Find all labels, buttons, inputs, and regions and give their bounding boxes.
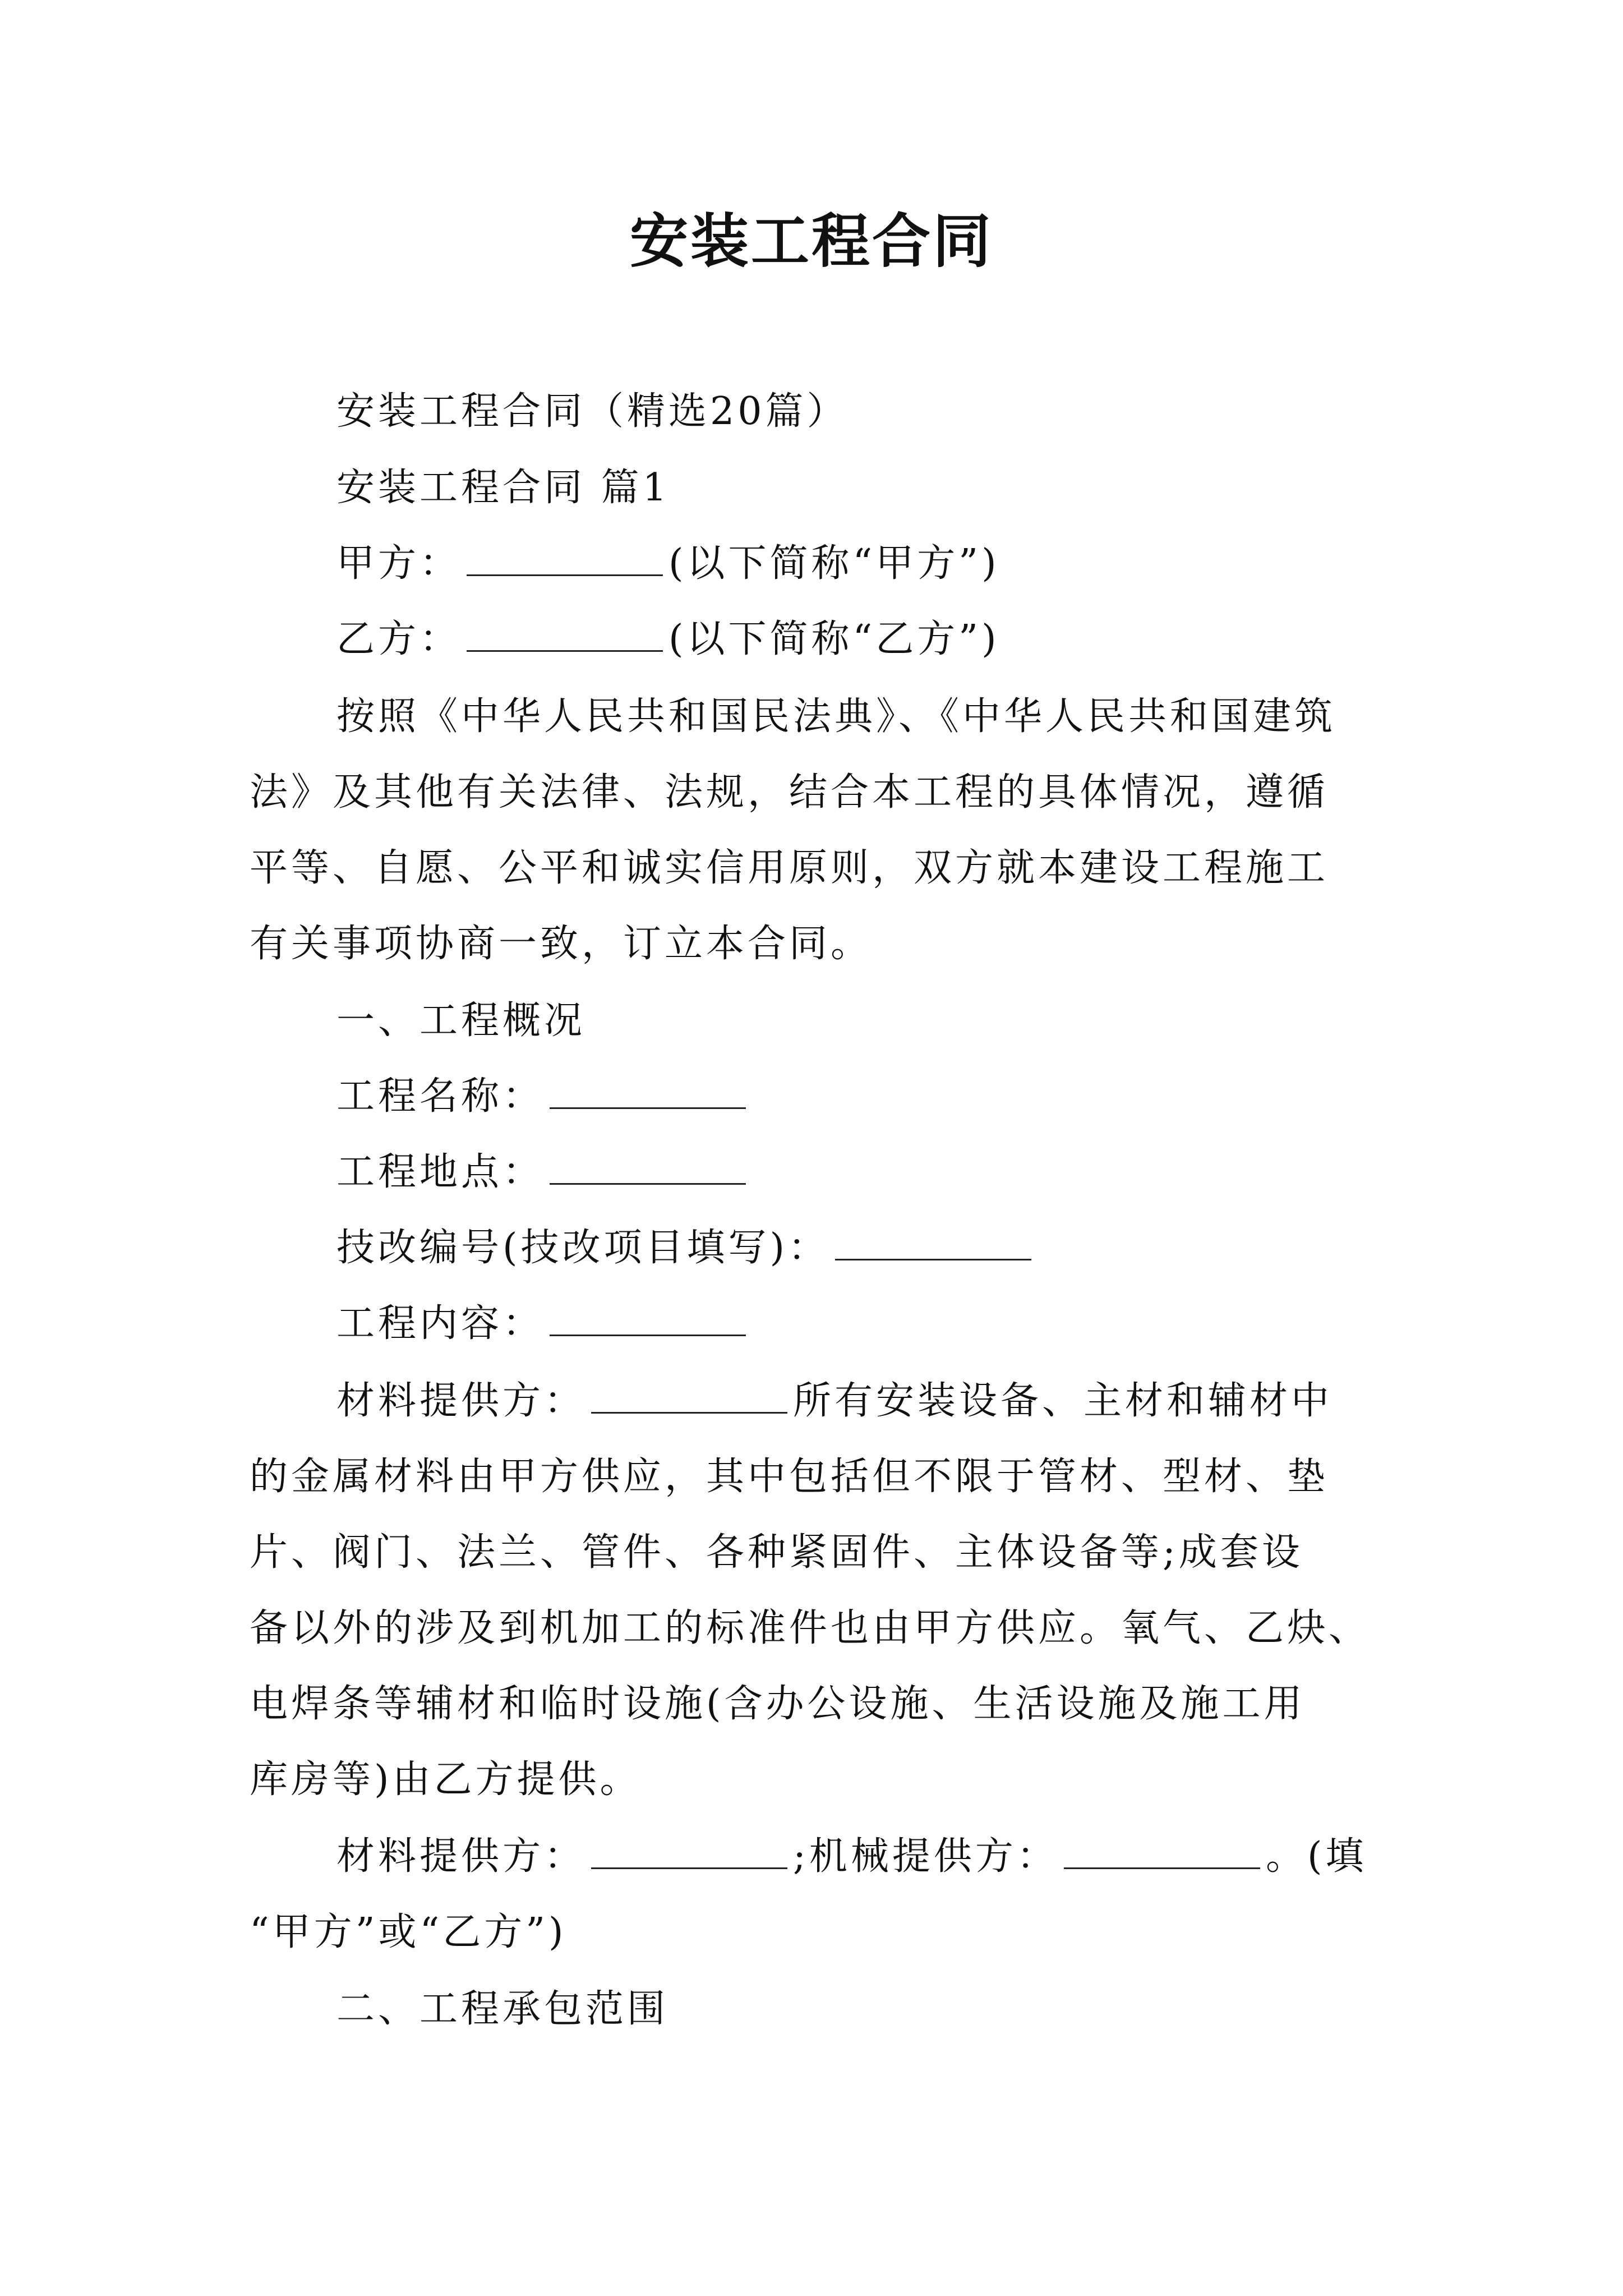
project-content-label: 工程内容：	[336, 1301, 545, 1346]
supply-line-5: 电焊条等辅材和临时设施(含办公设施、生活设施及施工用	[250, 1682, 1306, 1726]
party-a-blank	[467, 541, 663, 576]
supply-blank	[591, 1378, 787, 1414]
supply-line-6: 库房等)由乙方提供。	[250, 1757, 642, 1802]
supply-line-2: 的金属材料由甲方供应，其中包括但不限于管材、型材、垫	[250, 1455, 1329, 1499]
providers-line-1	[336, 1829, 1367, 1885]
section-2-heading: 二、工程承包范围	[336, 1987, 669, 2031]
project-name-line	[336, 1069, 751, 1125]
party-b-label: 乙方：	[336, 617, 462, 661]
project-name-label: 工程名称：	[336, 1074, 545, 1119]
tech-number-label: 技改编号(技改项目填写)：	[336, 1226, 830, 1270]
providers-line-2: “甲方”或“乙方”)	[250, 1910, 567, 1954]
party-a-label: 甲方：	[336, 541, 462, 586]
party-a-suffix: (以下简称“甲方”)	[668, 541, 1000, 586]
section-1-heading: 一、工程概况	[336, 999, 586, 1043]
part-heading: 安装工程合同 篇1	[336, 466, 670, 510]
project-content-line	[336, 1296, 751, 1352]
project-location-label: 工程地点：	[336, 1150, 545, 1194]
project-name-blank	[550, 1074, 746, 1109]
machine-provider-label: ;机械提供方：	[793, 1834, 1058, 1879]
project-location-line	[336, 1144, 751, 1200]
supply-line-4: 备以外的涉及到机加工的标准件也由甲方供应。氧气、乙炔、	[250, 1606, 1371, 1650]
material-provider-label: 材料提供方：	[336, 1834, 586, 1879]
subtitle: 安装工程合同（精选20篇）	[336, 389, 849, 434]
tech-number-line	[336, 1220, 1037, 1276]
preamble-line-2: 法》及其他有关法律、法规，结合本工程的具体情况，遵循	[250, 770, 1329, 815]
preamble-line-4: 有关事项协商一致，订立本合同。	[250, 922, 873, 966]
project-location-blank	[550, 1149, 746, 1185]
preamble-line-1: 按照《中华人民共和国民法典》、《中华人民共和国建筑	[336, 694, 1336, 739]
project-content-blank	[550, 1301, 746, 1336]
machine-provider-blank	[1064, 1834, 1260, 1869]
party-b-suffix: (以下简称“乙方”)	[668, 617, 1000, 661]
supply-line-1	[336, 1373, 1332, 1429]
document-title: 安装工程合同	[629, 206, 993, 275]
supply-label: 材料提供方：	[336, 1379, 586, 1423]
supply-line-3: 片、阀门、法兰、管件、各种紧固件、主体设备等;成套设	[250, 1530, 1303, 1575]
party-b-line	[336, 611, 1000, 668]
tech-number-blank	[835, 1225, 1031, 1260]
material-provider-blank	[591, 1834, 787, 1869]
preamble-line-3: 平等、自愿、公平和诚实信用原则，双方就本建设工程施工	[250, 846, 1329, 890]
party-a-line	[336, 536, 1000, 592]
supply-line-1-rest: 所有安装设备、主材和辅材中	[793, 1379, 1333, 1423]
providers-tail: 。(填	[1265, 1834, 1367, 1879]
party-b-blank	[467, 616, 663, 652]
